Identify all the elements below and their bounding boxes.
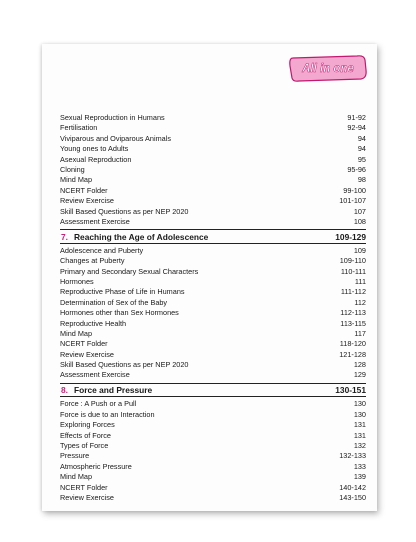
toc-entry-pages: 128 [353, 360, 366, 370]
toc-entry [60, 165, 366, 175]
toc-entry [60, 462, 366, 472]
toc-entry [60, 420, 366, 430]
toc-entry-pages: 113-115 [340, 318, 366, 328]
toc-entry-pages: 91-92 [347, 113, 366, 122]
toc-entry-title: Force is due to an Interaction [60, 409, 155, 419]
toc-entry [60, 277, 366, 287]
logo-text: All in one [302, 63, 354, 75]
chapter-pages: 109-129 [335, 231, 366, 242]
toc-entry [60, 246, 366, 256]
toc-entry-pages: 132-133 [339, 451, 366, 461]
toc-entry [60, 472, 366, 482]
toc-entry [60, 175, 366, 185]
toc-entry-title: Exploring Forces [60, 420, 115, 430]
chapter-heading [60, 383, 366, 398]
toc-entry [60, 399, 366, 409]
toc-entry-title: Sexual Reproduction in Humans [60, 113, 165, 122]
toc-entry-title: NCERT Folder [60, 185, 108, 195]
toc-entry [60, 360, 366, 370]
toc-entry [60, 287, 366, 297]
toc-entry-pages: 140-142 [339, 482, 366, 492]
toc-entry [60, 370, 366, 380]
toc-entry [60, 410, 366, 420]
toc-entry-title: Asexual Reproduction [60, 154, 132, 164]
toc-entry-title: Assessment Exercise [60, 216, 130, 226]
table-of-contents [60, 113, 366, 503]
toc-entry [60, 186, 366, 196]
toc-entry-pages: 139 [353, 472, 366, 482]
toc-entry-title: Hormones other than Sex Hormones [60, 308, 179, 318]
toc-entry-pages: 110-111 [340, 266, 366, 276]
toc-entry-pages: 99-100 [343, 185, 366, 195]
toc-entry-title: Skill Based Questions as per NEP 2020 [60, 360, 189, 370]
toc-entry-title: Force : A Push or a Pull [60, 399, 137, 409]
toc-entry-pages: 109-110 [339, 256, 366, 266]
toc-entry-title: Hormones [60, 276, 94, 286]
toc-entry-pages: 130 [353, 399, 366, 409]
toc-entry [60, 339, 366, 349]
toc-entry-title: Changes at Puberty [60, 256, 125, 266]
toc-entry-pages: 131 [353, 420, 366, 430]
toc-entry-title: Reproductive Health [60, 318, 127, 328]
toc-entry-pages: 121-128 [339, 349, 366, 359]
toc-entry [60, 155, 366, 165]
toc-entry-title: Reproductive Phase of Life in Humans [60, 287, 185, 297]
chapter-heading [60, 229, 366, 244]
toc-entry-title: Primary and Secondary Sexual Characters [60, 266, 199, 276]
toc-entry [60, 144, 366, 154]
toc-entry-pages: 101-107 [339, 196, 366, 206]
toc-entry-pages: 92-94 [347, 123, 366, 133]
toc-entry-pages: 109 [353, 245, 366, 255]
chapter-pages: 130-151 [335, 385, 366, 396]
toc-entry-pages: 129 [353, 370, 366, 380]
toc-entry-title: Types of Force [60, 440, 109, 450]
toc-entry-title: Review Exercise [60, 492, 114, 502]
toc-entry [60, 267, 366, 277]
toc-entry-title: Mind Map [60, 175, 93, 185]
toc-entry-pages: 94 [357, 144, 366, 154]
toc-entry [60, 431, 366, 441]
toc-entry [60, 134, 366, 144]
chapter-title: Force and Pressure [74, 385, 153, 396]
toc-entry-title: Young ones to Adults [60, 144, 129, 154]
toc-entry-pages: 130 [353, 409, 366, 419]
toc-entry-title: NCERT Folder [60, 339, 108, 349]
toc-entry-title: Determination of Sex of the Baby [60, 297, 168, 307]
toc-entry [60, 483, 366, 493]
toc-entry-pages: 95-96 [347, 164, 366, 174]
chapter-title: Reaching the Age of Adolescence [74, 231, 209, 242]
toc-entry-pages: 117 [354, 328, 366, 338]
toc-entry-pages: 112-113 [340, 308, 366, 318]
toc-entry [60, 493, 366, 503]
chapter-number: 8. [61, 385, 68, 396]
toc-entry [60, 113, 366, 123]
toc-entry-pages: 94 [357, 133, 366, 143]
toc-entry-pages: 132 [353, 440, 366, 450]
toc-entry-title: Cloning [60, 164, 85, 174]
toc-entry [60, 319, 366, 329]
toc-entry-title: Mind Map [60, 472, 93, 482]
toc-entry-pages: 111 [354, 276, 366, 286]
toc-entry [60, 217, 366, 227]
toc-entry-title: Viviparous and Oviparous Animals [60, 133, 171, 143]
toc-entry-pages: 143-150 [339, 492, 366, 502]
toc-entry-title: Fertilisation [60, 123, 98, 133]
toc-entry-pages: 108 [353, 216, 366, 226]
toc-entry-title: Pressure [60, 451, 90, 461]
all-in-one-logo [287, 54, 369, 84]
toc-entry-title: NCERT Folder [60, 482, 108, 492]
toc-entry-title: Skill Based Questions as per NEP 2020 [60, 206, 189, 216]
toc-entry [60, 441, 366, 451]
toc-entry-pages: 118-120 [339, 339, 366, 349]
toc-entry-title: Atmospheric Pressure [60, 461, 132, 471]
toc-entry-title: Effects of Force [60, 430, 111, 440]
book-page [42, 44, 377, 511]
toc-entry-title: Mind Map [60, 328, 93, 338]
toc-entry [60, 196, 366, 206]
toc-entry [60, 207, 366, 217]
toc-entry [60, 329, 366, 339]
toc-entry-title: Adolescence and Puberty [60, 245, 144, 255]
toc-entry-title: Review Exercise [60, 349, 114, 359]
toc-entry [60, 451, 366, 461]
toc-entry-title: Review Exercise [60, 196, 114, 206]
toc-entry [60, 350, 366, 360]
toc-entry-pages: 112 [354, 297, 366, 307]
chapter-number: 7. [61, 231, 68, 242]
toc-entry-pages: 95 [357, 154, 366, 164]
toc-entry-pages: 107 [353, 206, 366, 216]
toc-entry-pages: 133 [353, 461, 366, 471]
toc-entry [60, 123, 366, 133]
toc-entry-pages: 98 [357, 175, 366, 185]
toc-entry-title: Assessment Exercise [60, 370, 130, 380]
toc-entry [60, 308, 366, 318]
toc-entry [60, 298, 366, 308]
toc-entry [60, 256, 366, 266]
toc-entry-pages: 131 [353, 430, 366, 440]
toc-entry-pages: 111-112 [340, 287, 366, 297]
